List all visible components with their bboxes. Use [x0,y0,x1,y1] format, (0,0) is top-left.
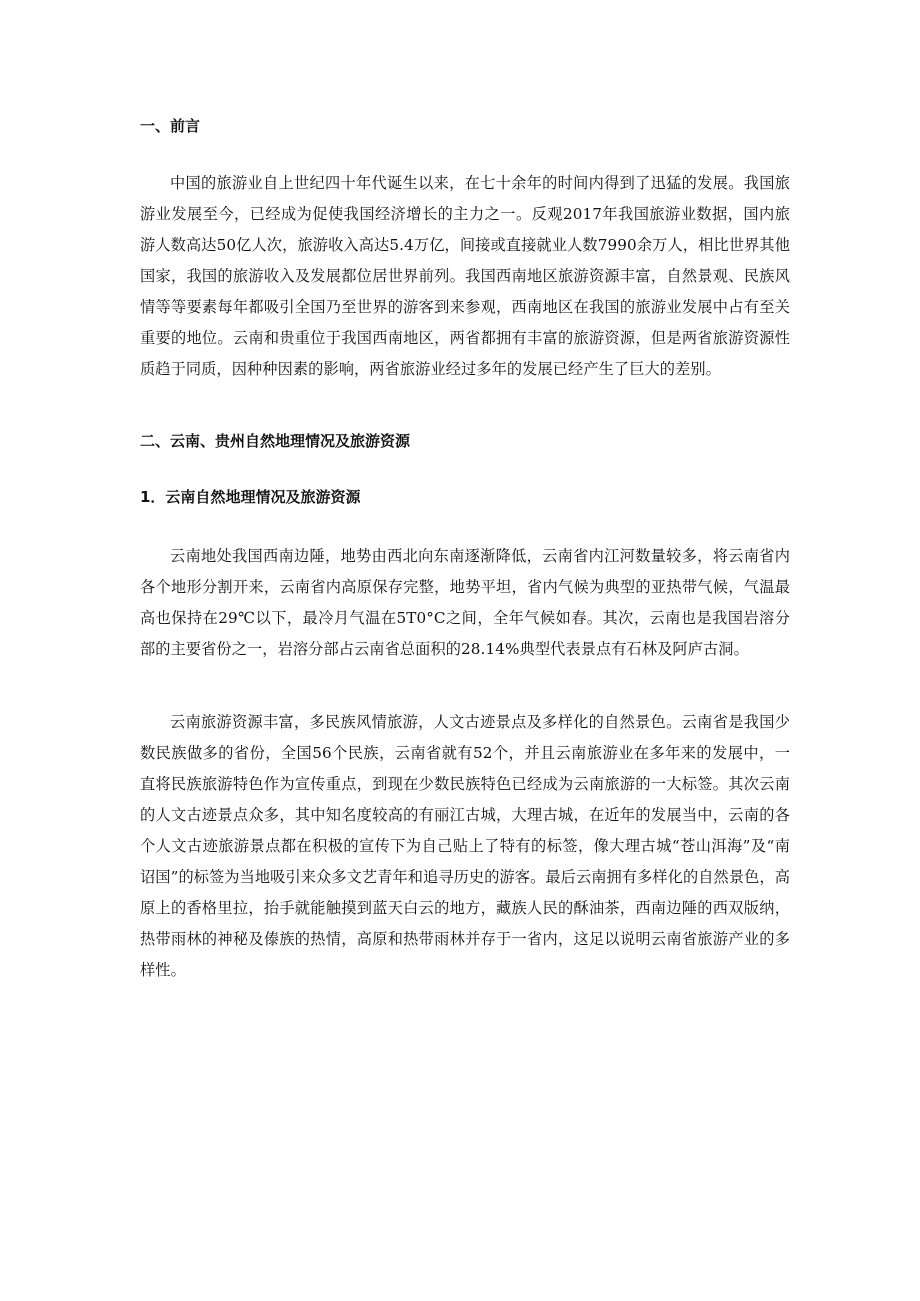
document-page [140,112,790,986]
section-heading-geography: 二、云南、贵州自然地理情况及旅游资源 [140,432,411,450]
subsection-heading-yunnan: 1．云南自然地理情况及旅游资源 [140,488,361,506]
yunnan-geography-paragraph: 云南地处我国西南边陲，地势由西北向东南逐渐降低，云南省内江河数量较多，将云南省内各个地形分割开来，云南省内高原保存完整，地势平坦，省内气候为典型的亚热带气候，气温最高也保持在29℃以下，最冷月气温在5T0°C之间，全年气候如春。其次，云南也是我国岩溶分部的主要省份之一，岩溶分部占云南省总面积的28.14%典型代表景点有石林及阿庐古洞。 [140,547,790,658]
section-heading-preface: 一、前言 [140,117,201,135]
preface-paragraph: 中国的旅游业自上世纪四十年代诞生以来，在七十余年的时间内得到了迅猛的发展。我国旅游业发展至今，已经成为促使我国经济增长的主力之一。反观2017年我国旅游业数据，国内旅游人数高达50亿人次，旅游收入高达5.4万亿，间接或直接就业人数7990余万人，相比世界其他国家，我国的旅游收入及发展都位居世界前列。我国西南地区旅游资源丰富，自然景观、民族风情等等要素每年都吸引全国乃至世界的游客到来参观，西南地区在我国的旅游业发展中占有至关重要的地位。云南和贵重位于我国西南地区，两省都拥有丰富的旅游资源，但是两省旅游资源性质趋于同质，因种种因素的影响，两省旅游业经过多年的发展已经产生了巨大的差别。 [140,174,790,378]
yunnan-tourism-paragraph: 云南旅游资源丰富，多民族风情旅游，人文古迹景点及多样化的自然景色。云南省是我国少数民族做多的省份，全国56个民族，云南省就有52个，并且云南旅游业在多年来的发展中，一直将民族旅游特色作为宣传重点，到现在少数民族特色已经成为云南旅游的一大标签。其次云南的人文古迹景点众多，其中知名度较高的有丽江古城，大理古城，在近年的发展当中，云南的各个人文古迹旅游景点都在积极的宣传下为自己贴上了特有的标签，像大理古城“苍山洱海”及“南诏国”的标签为当地吸引来众多文艺青年和追寻历史的游客。最后云南拥有多样化的自然景色，高原上的香格里拉，抬手就能触摸到蓝天白云的地方，藏族人民的酥油茶，西南边陲的西双版纳，热带雨林的神秘及傣族的热情，高原和热带雨林并存于一省内，这足以说明云南省旅游产业的多样性。 [140,713,790,979]
